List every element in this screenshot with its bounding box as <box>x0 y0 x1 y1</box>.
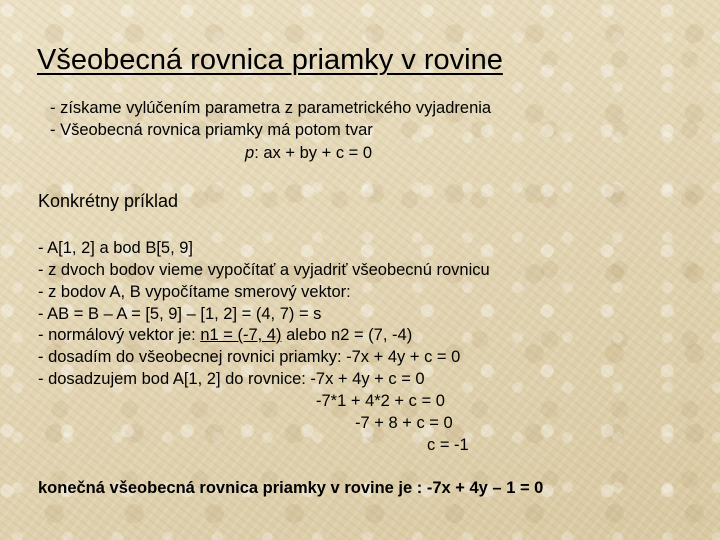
normal-suffix: alebo n2 = (7, -4) <box>281 326 413 344</box>
normal-vector-line <box>38 325 412 347</box>
normal-prefix: - normálový vektor je: <box>38 326 201 344</box>
equation-body: : ax + by + c = 0 <box>254 144 373 162</box>
calc-step-3: c = -1 <box>427 436 469 454</box>
example-heading: Konkrétny príklad <box>38 191 179 211</box>
example-line-2: - z dvoch bodov vieme vypočítať a vyjadriť všeobecnú rovnicu <box>38 261 490 279</box>
intro-line-2: - Všeobecná rovnica priamky má potom tvar <box>50 121 373 139</box>
substitution-line: - dosadím do všeobecnej rovnici priamky: -7x + 4y + c = 0 <box>38 348 461 366</box>
page-title: Všeobecná rovnica priamky v rovine <box>37 44 503 76</box>
point-substitution-line: - dosadzujem bod A[1, 2] do rovnice: -7x + 4y + c = 0 <box>38 370 425 388</box>
general-equation <box>245 142 372 164</box>
calc-step-1: -7*1 + 4*2 + c = 0 <box>316 392 445 410</box>
example-line-4: - AB = B – A = [5, 9] – [1, 2] = (4, 7) = s <box>38 305 322 323</box>
normal-vector-n1: n1 = (-7, 4) <box>200 326 282 344</box>
conclusion-line: konečná všeobecná rovnica priamky v rovine je : -7x + 4y – 1 = 0 <box>38 479 544 497</box>
equation-variable: p <box>245 144 255 162</box>
example-line-3: - z bodov A, B vypočítame smerový vektor: <box>38 283 351 301</box>
intro-line-1: - získame vylúčením parametra z parametrického vyjadrenia <box>50 99 492 117</box>
calc-step-2: -7 + 8 + c = 0 <box>355 414 453 432</box>
example-line-1: - A[1, 2] a bod B[5, 9] <box>38 239 194 257</box>
